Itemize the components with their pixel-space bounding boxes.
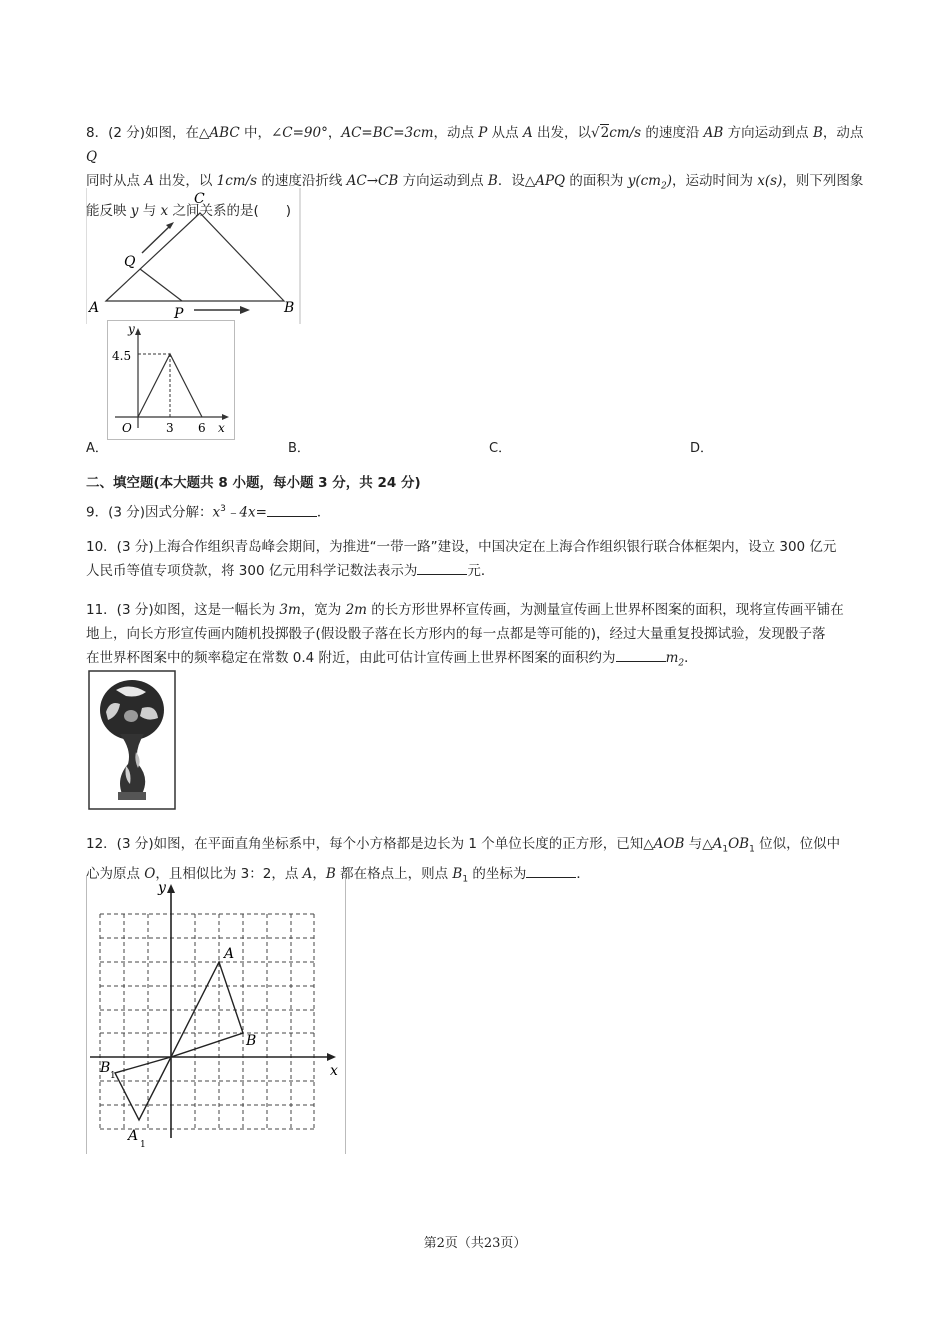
label-a1: A — [128, 1128, 139, 1144]
label-a1-sub: 1 — [140, 1140, 146, 1150]
answer-blank-q9[interactable] — [267, 502, 317, 517]
grid-lines — [100, 914, 314, 1129]
x-arrowhead — [222, 414, 229, 420]
answer-blank-q10[interactable] — [417, 560, 467, 575]
world-cup-trophy-image — [86, 668, 178, 812]
q12-text: 12．(3 分)如图，在平面直角坐标系中，每个小方格都是边长为 1 个单位长度的正方形，已知△AOB 与$\triangle A_1OB_1$ 位似，位似中 心为原点 O，且相似比为 3：2，点 A，B 都在格点上，则点 $B_1$ 的坐标为 ． — [86, 836, 841, 885]
page-footer: 第2页（共23页） — [423, 1236, 527, 1251]
axis-y-label: y — [128, 322, 135, 336]
label-a: A — [224, 946, 235, 962]
answer-blank-q12[interactable] — [526, 863, 576, 878]
y-arrowhead — [135, 328, 141, 335]
label-q: Q — [124, 254, 136, 270]
label-c: C — [194, 191, 205, 207]
option-a[interactable]: A． — [86, 441, 108, 456]
peak-label: 4.5 — [112, 349, 132, 363]
q11-text: 11．(3 分)如图，这是一幅长为 3m，宽为 2m 的长方形世界杯宣传画，为测量宣传画上世界杯图案的面积，现将宣传画平铺在 地上，向长方形宣传画内随机投掷骰子(假设骰子落在长方形内的每一点都是等可能的)，经过大量重复投掷试验，发现骰子落 在世界杯图案中的频率稳定在常数 0.4 附近，由此可估计宣传画上世界杯图案的面积约为 $m_2$． — [86, 602, 844, 669]
option-b[interactable]: B． — [288, 441, 310, 456]
tick-3: 3 — [166, 421, 174, 435]
y-arrowhead — [167, 884, 175, 893]
triangle-a1ob1 — [115, 1057, 171, 1120]
q9-text: 9．(3 分)因式分解：$x^3﹣4x=$ ． — [86, 497, 866, 525]
label-x: x — [330, 1063, 338, 1079]
label-b1: B — [100, 1060, 111, 1076]
label-y: y — [158, 880, 166, 896]
segment-pq — [140, 269, 182, 301]
triangle-figure — [86, 188, 302, 324]
origin-label: O — [122, 421, 132, 435]
option-c[interactable]: C． — [489, 441, 512, 456]
arrowhead-p — [240, 306, 250, 314]
label-b1-sub: 1 — [110, 1071, 116, 1081]
x-arrowhead — [327, 1053, 336, 1061]
label-b: B — [284, 300, 295, 316]
label-p: P — [174, 306, 184, 322]
option-d[interactable]: D． — [690, 441, 714, 456]
arrow-q-direction — [142, 224, 172, 253]
q8-line2: 同时从点 A 出发，以 1cm/s 的速度沿折线 AC→CB 方向运动到点 B．设△APQ 的面积为 $y(cm_2)$，运动时间为 x(s)，则下列图象 — [86, 173, 864, 192]
answer-blank-q11[interactable] — [616, 647, 666, 662]
coordinate-grid-figure — [86, 876, 348, 1154]
q8-line3: 能反映 y 与 x 之间关系的是( ) — [86, 202, 291, 219]
tick-6: 6 — [198, 421, 206, 435]
label-b: B — [246, 1033, 257, 1049]
q10-text: 10．(3 分)上海合作组织青岛峰会期间，为推进“一带一路”建设，中国决定在上海合作组织银行联合体框架内，设立 300 亿元 人民币等值专项贷款，将 300 亿元用科学记数法表示为 元． — [86, 539, 837, 579]
section-heading: 二、填空题(本大题共 8 小题，每小题 3 分，共 24 分) — [86, 475, 421, 491]
option-a-graph — [107, 320, 235, 440]
label-a: A — [89, 300, 100, 316]
axis-x-label: x — [218, 421, 225, 435]
q8-line1: 8．(2 分)如图，在△ABC 中，∠C=90°，AC=BC=3cm，动点 P 从点 A 出发，以√2cm/s 的速度沿 AB 方向运动到点 B，动点 Q — [86, 125, 864, 165]
sqrt-2: √2 — [591, 125, 610, 141]
